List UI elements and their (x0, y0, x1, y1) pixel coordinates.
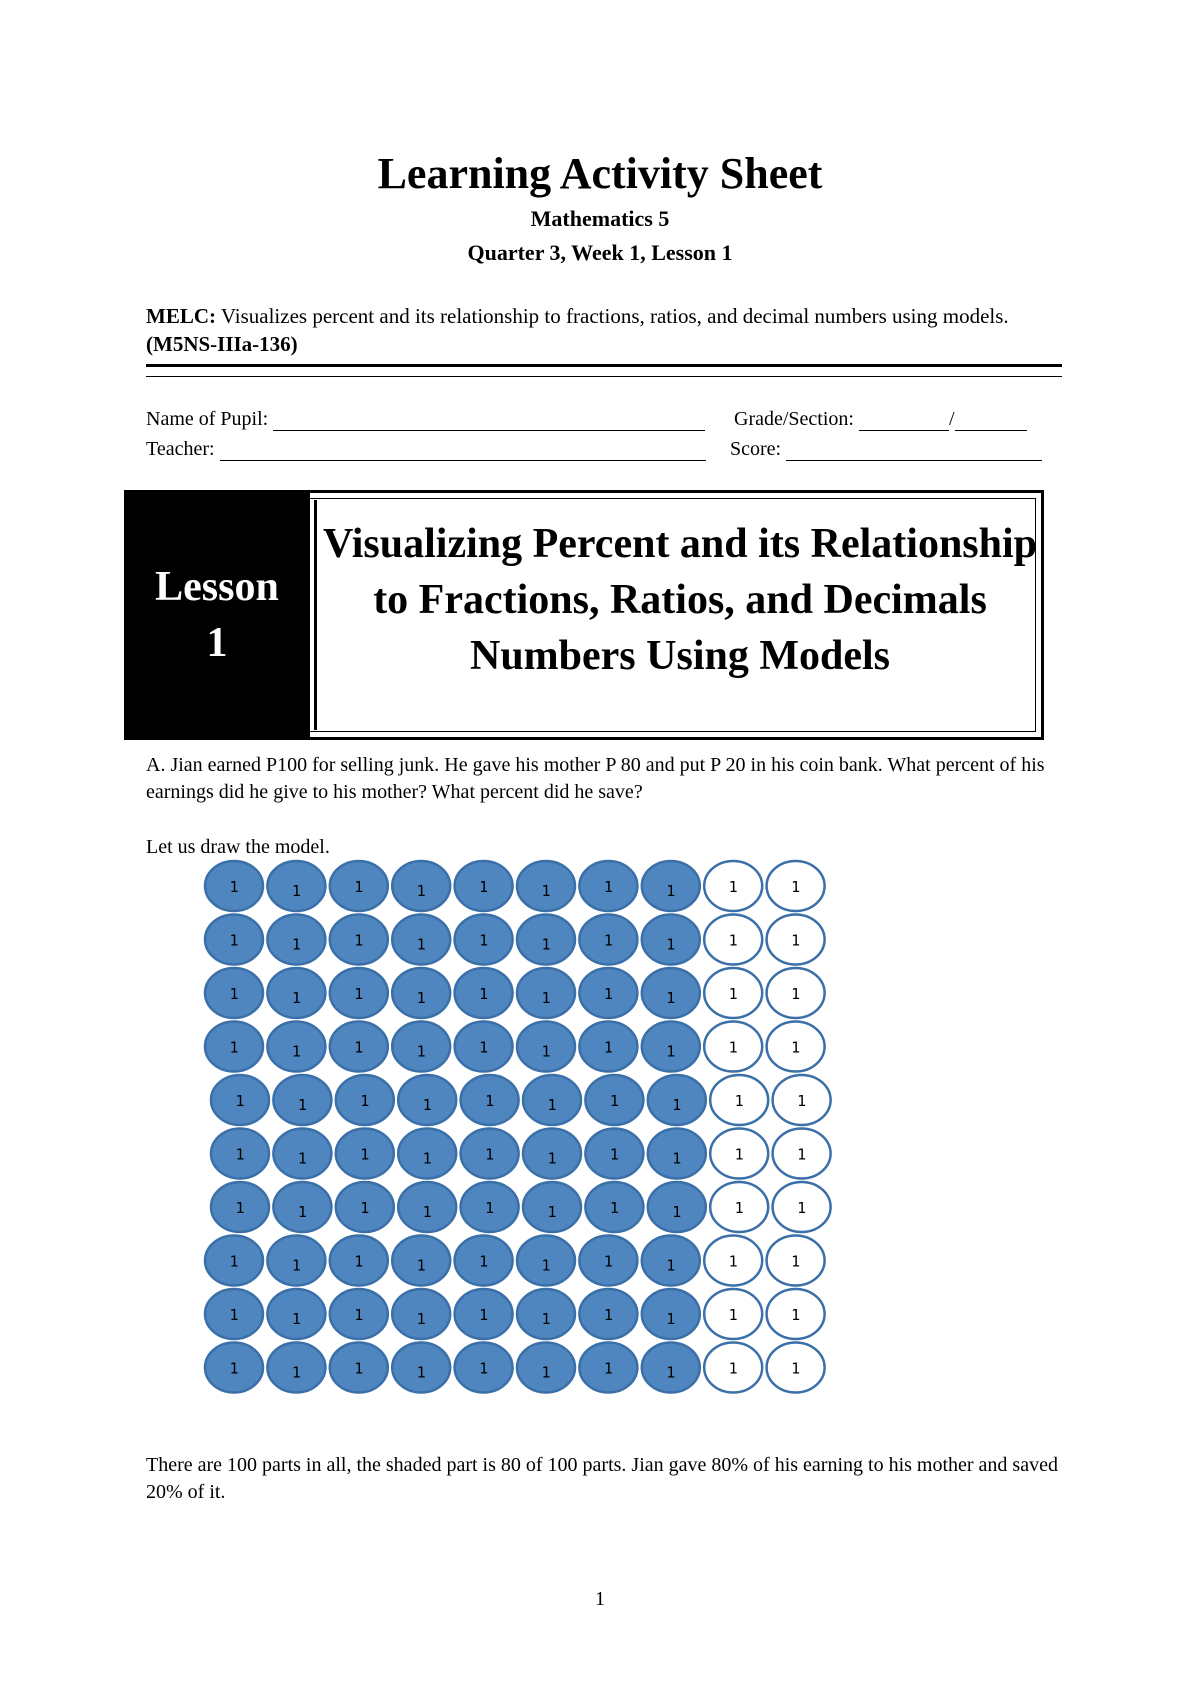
shaded-part (205, 915, 263, 965)
shaded-part (585, 1182, 643, 1232)
shaded-part (523, 1129, 581, 1179)
unshaded-part (710, 1182, 768, 1232)
shaded-part (392, 1022, 450, 1072)
model-oval-label: 1 (229, 1252, 239, 1271)
unshaded-part (710, 1129, 768, 1179)
lesson-tab (124, 490, 310, 740)
divider-thick (146, 364, 1062, 367)
shaded-part (585, 1075, 643, 1125)
melc-statement (146, 302, 1066, 358)
shaded-part (517, 915, 575, 965)
shaded-part (579, 1289, 637, 1339)
model-oval-label: 1 (360, 1092, 370, 1110)
unshaded-part (704, 915, 762, 965)
model-oval-label: 1 (354, 878, 364, 896)
shaded-part (585, 1129, 643, 1179)
model-oval-label: 1 (547, 1149, 557, 1168)
model-oval-label: 1 (291, 935, 301, 954)
model-oval-label: 1 (229, 1038, 239, 1057)
model-oval-label: 1 (291, 882, 301, 900)
shaded-part (461, 1075, 519, 1125)
shaded-part (648, 1129, 706, 1179)
shaded-part (642, 1236, 700, 1286)
shaded-part (392, 915, 450, 965)
teacher-label: Teacher: (146, 438, 215, 460)
model-oval-label: 1 (479, 931, 489, 950)
shaded-part (398, 1075, 456, 1125)
shaded-part (330, 1289, 388, 1339)
unshaded-part (767, 1289, 825, 1339)
shaded-part (517, 861, 575, 911)
shaded-part (273, 1182, 331, 1232)
score-field[interactable] (730, 438, 1042, 461)
model-oval-label: 1 (791, 1252, 801, 1271)
shaded-part (517, 1236, 575, 1286)
shaded-part (330, 1236, 388, 1286)
model-oval-label: 1 (416, 1256, 426, 1275)
shaded-part (398, 1182, 456, 1232)
model-oval-label: 1 (479, 1306, 489, 1324)
page-number: 1 (595, 1588, 605, 1610)
model-oval-label: 1 (672, 1149, 682, 1168)
shaded-part (392, 1289, 450, 1339)
shaded-part (211, 1075, 269, 1125)
conclusion-text: There are 100 parts in all, the shaded part is 80 of 100 parts. Jian gave 80% of his earning to his mother and saved 20% of it. (146, 1454, 1058, 1503)
model-oval-label: 1 (229, 1359, 239, 1378)
model-oval-label: 1 (541, 1256, 551, 1275)
shaded-part (455, 861, 513, 911)
pupil-name-label: Name of Pupil: (146, 408, 269, 430)
model-oval-label: 1 (728, 931, 738, 950)
hundred-grid-model (200, 858, 840, 1398)
model-oval-label: 1 (485, 1092, 495, 1110)
model-oval-label: 1 (666, 1363, 676, 1382)
unshaded-part (767, 1236, 825, 1286)
model-oval-label: 1 (791, 985, 801, 1003)
model-oval-label: 1 (354, 1252, 364, 1271)
model-oval-label: 1 (791, 878, 801, 896)
model-oval-label: 1 (791, 1359, 801, 1378)
model-oval-label: 1 (360, 1145, 370, 1164)
model-oval-label: 1 (229, 931, 239, 950)
model-oval-label: 1 (666, 935, 676, 954)
model-oval-label: 1 (547, 1203, 557, 1221)
lesson-tab-number: 1 (206, 620, 228, 666)
shaded-part (267, 968, 325, 1018)
shaded-part (642, 968, 700, 1018)
model-oval-label: 1 (603, 1252, 613, 1271)
model-oval-label: 1 (666, 1310, 676, 1328)
shaded-part (642, 861, 700, 911)
shaded-part (267, 861, 325, 911)
model-oval-label: 1 (479, 985, 489, 1003)
model-oval-label: 1 (354, 1306, 364, 1324)
model-oval-label: 1 (479, 1038, 489, 1057)
teacher-field[interactable] (146, 438, 706, 461)
model-oval-label: 1 (291, 1042, 301, 1061)
shaded-part (648, 1075, 706, 1125)
page-title: Learning Activity Sheet (377, 149, 823, 198)
model-oval-label: 1 (541, 935, 551, 954)
model-oval-label: 1 (734, 1092, 744, 1110)
shaded-part (642, 915, 700, 965)
shaded-part (205, 1289, 263, 1339)
model-oval-label: 1 (229, 985, 239, 1003)
shaded-part (330, 915, 388, 965)
unshaded-part (767, 1343, 825, 1393)
model-oval-label: 1 (479, 878, 489, 896)
unshaded-part (767, 1022, 825, 1072)
model-oval-label: 1 (416, 882, 426, 900)
model-oval-label: 1 (609, 1199, 619, 1217)
shaded-part (642, 1289, 700, 1339)
melc-code: (M5NS-IIIa-136) (146, 332, 298, 356)
model-oval-label: 1 (734, 1145, 744, 1164)
model-oval-label: 1 (541, 1310, 551, 1328)
shaded-part (336, 1182, 394, 1232)
model-oval-label: 1 (422, 1203, 432, 1221)
problem-a: A. Jian earned P100 for selling junk. He gave his mother P 80 and put P 20 in his coin bank. What percent of his earnings did he give to his mother? What percent did he save? (146, 754, 1045, 803)
model-oval-label: 1 (416, 1310, 426, 1328)
model-oval-label: 1 (416, 1042, 426, 1061)
model-oval-label: 1 (728, 985, 738, 1003)
model-oval-label: 1 (354, 931, 364, 950)
unshaded-part (773, 1129, 831, 1179)
shaded-part (330, 861, 388, 911)
model-oval-label: 1 (422, 1096, 432, 1114)
melc-label: MELC: (146, 304, 216, 328)
model-oval-label: 1 (728, 1252, 738, 1271)
model-oval-label: 1 (603, 1038, 613, 1057)
model-oval-label: 1 (797, 1145, 807, 1164)
unshaded-part (704, 968, 762, 1018)
model-oval-label: 1 (666, 882, 676, 900)
model-oval-label: 1 (666, 1256, 676, 1275)
shaded-part (336, 1129, 394, 1179)
unshaded-part (704, 1236, 762, 1286)
model-oval-label: 1 (791, 1038, 801, 1057)
shaded-part (273, 1129, 331, 1179)
lesson-title: Visualizing Percent and its Relationship to Fractions, Ratios, and Decimals Numbers Using Models (322, 521, 1038, 679)
shaded-part (392, 968, 450, 1018)
shaded-part (461, 1182, 519, 1232)
model-oval-label: 1 (229, 878, 239, 896)
model-oval-label: 1 (541, 989, 551, 1007)
shaded-part (267, 1343, 325, 1393)
model-oval-label: 1 (485, 1145, 495, 1164)
model-oval-label: 1 (797, 1092, 807, 1110)
model-oval-label: 1 (666, 1042, 676, 1061)
shaded-part (392, 861, 450, 911)
shaded-part (273, 1075, 331, 1125)
unshaded-part (704, 1022, 762, 1072)
unshaded-part (767, 968, 825, 1018)
shaded-part (205, 861, 263, 911)
model-oval-label: 1 (291, 989, 301, 1007)
pupil-name-blank[interactable] (273, 410, 705, 431)
shaded-part (330, 968, 388, 1018)
model-oval-label: 1 (479, 1359, 489, 1378)
model-oval-label: 1 (541, 1042, 551, 1061)
shaded-part (398, 1129, 456, 1179)
grade-section-field[interactable] (734, 408, 1027, 431)
model-oval-label: 1 (791, 931, 801, 950)
lesson-banner-divider (314, 500, 317, 730)
grade-section-label: Grade/Section: (734, 408, 854, 430)
model-oval-label: 1 (416, 989, 426, 1007)
shaded-part (392, 1343, 450, 1393)
unshaded-part (773, 1182, 831, 1232)
model-oval-label: 1 (354, 1038, 364, 1057)
grade-separator: / (948, 408, 955, 430)
shaded-part (211, 1182, 269, 1232)
shaded-part (642, 1343, 700, 1393)
model-oval-label: 1 (541, 882, 551, 900)
shaded-part (579, 915, 637, 965)
model-oval-label: 1 (609, 1145, 619, 1164)
shaded-part (455, 1289, 513, 1339)
shaded-part (267, 915, 325, 965)
shaded-part (211, 1129, 269, 1179)
model-oval-label: 1 (728, 1359, 738, 1378)
model-oval-label: 1 (547, 1096, 557, 1114)
shaded-part (517, 1343, 575, 1393)
model-oval-label: 1 (728, 1038, 738, 1057)
quarter-heading: Quarter 3, Week 1, Lesson 1 (467, 240, 733, 265)
model-oval-label: 1 (728, 1306, 738, 1324)
model-oval-label: 1 (609, 1092, 619, 1110)
model-oval-label: 1 (603, 878, 613, 896)
shaded-part (455, 1236, 513, 1286)
model-oval-label: 1 (235, 1145, 245, 1164)
shaded-part (392, 1236, 450, 1286)
model-oval-label: 1 (360, 1199, 370, 1217)
shaded-part (267, 1022, 325, 1072)
model-oval-label: 1 (734, 1199, 744, 1217)
model-oval-label: 1 (291, 1363, 301, 1382)
model-oval-label: 1 (603, 985, 613, 1003)
shaded-part (642, 1022, 700, 1072)
shaded-part (455, 1022, 513, 1072)
unshaded-part (704, 861, 762, 911)
shaded-part (267, 1236, 325, 1286)
model-oval-label: 1 (354, 985, 364, 1003)
model-oval-label: 1 (291, 1256, 301, 1275)
score-label: Score: (730, 438, 782, 460)
model-oval-label: 1 (291, 1310, 301, 1328)
shaded-part (336, 1075, 394, 1125)
shaded-part (330, 1343, 388, 1393)
model-oval-label: 1 (791, 1306, 801, 1324)
shaded-part (579, 968, 637, 1018)
model-oval-label: 1 (235, 1199, 245, 1217)
model-oval-label: 1 (728, 878, 738, 896)
shaded-part (523, 1075, 581, 1125)
model-oval-label: 1 (541, 1363, 551, 1382)
model-oval-label: 1 (297, 1096, 307, 1114)
melc-text: Visualizes percent and its relationship to fractions, ratios, and decimal numbers using models. (216, 304, 1009, 328)
unshaded-part (767, 861, 825, 911)
shaded-part (648, 1182, 706, 1232)
shaded-part (205, 968, 263, 1018)
unshaded-part (767, 915, 825, 965)
shaded-part (517, 968, 575, 1018)
model-oval-label: 1 (422, 1149, 432, 1168)
model-oval-label: 1 (603, 931, 613, 950)
model-oval-label: 1 (416, 935, 426, 954)
model-oval-label: 1 (416, 1363, 426, 1382)
model-oval-label: 1 (235, 1092, 245, 1110)
shaded-part (461, 1129, 519, 1179)
grade-blank[interactable] (859, 410, 949, 431)
shaded-part (579, 1022, 637, 1072)
shaded-part (330, 1022, 388, 1072)
unshaded-part (704, 1289, 762, 1339)
model-oval-label: 1 (229, 1306, 239, 1324)
model-oval-label: 1 (672, 1096, 682, 1114)
shaded-part (455, 1343, 513, 1393)
shaded-part (455, 915, 513, 965)
section-blank[interactable] (955, 410, 1027, 431)
model-oval-label: 1 (479, 1252, 489, 1271)
shaded-part (579, 861, 637, 911)
shaded-part (523, 1182, 581, 1232)
shaded-part (517, 1022, 575, 1072)
shaded-part (205, 1343, 263, 1393)
model-oval-label: 1 (797, 1199, 807, 1217)
shaded-part (267, 1289, 325, 1339)
model-oval-label: 1 (354, 1359, 364, 1378)
unshaded-part (773, 1075, 831, 1125)
lesson-tab-word: Lesson (155, 564, 279, 610)
shaded-part (579, 1343, 637, 1393)
teacher-blank[interactable] (220, 440, 706, 461)
model-oval-label: 1 (297, 1149, 307, 1168)
shaded-part (517, 1289, 575, 1339)
unshaded-part (704, 1343, 762, 1393)
shaded-part (205, 1236, 263, 1286)
shaded-part (205, 1022, 263, 1072)
subject-heading: Mathematics 5 (530, 206, 670, 231)
unshaded-part (710, 1075, 768, 1125)
model-oval-label: 1 (603, 1306, 613, 1324)
score-blank[interactable] (786, 440, 1042, 461)
model-oval-label: 1 (603, 1359, 613, 1378)
shaded-part (579, 1236, 637, 1286)
shaded-part (455, 968, 513, 1018)
model-oval-label: 1 (485, 1199, 495, 1217)
pupil-name-field[interactable] (146, 408, 705, 431)
divider-thin (146, 376, 1062, 377)
model-oval-label: 1 (297, 1203, 307, 1221)
model-oval-label: 1 (666, 989, 676, 1007)
model-intro: Let us draw the model. (146, 836, 330, 858)
model-oval-label: 1 (672, 1203, 682, 1221)
